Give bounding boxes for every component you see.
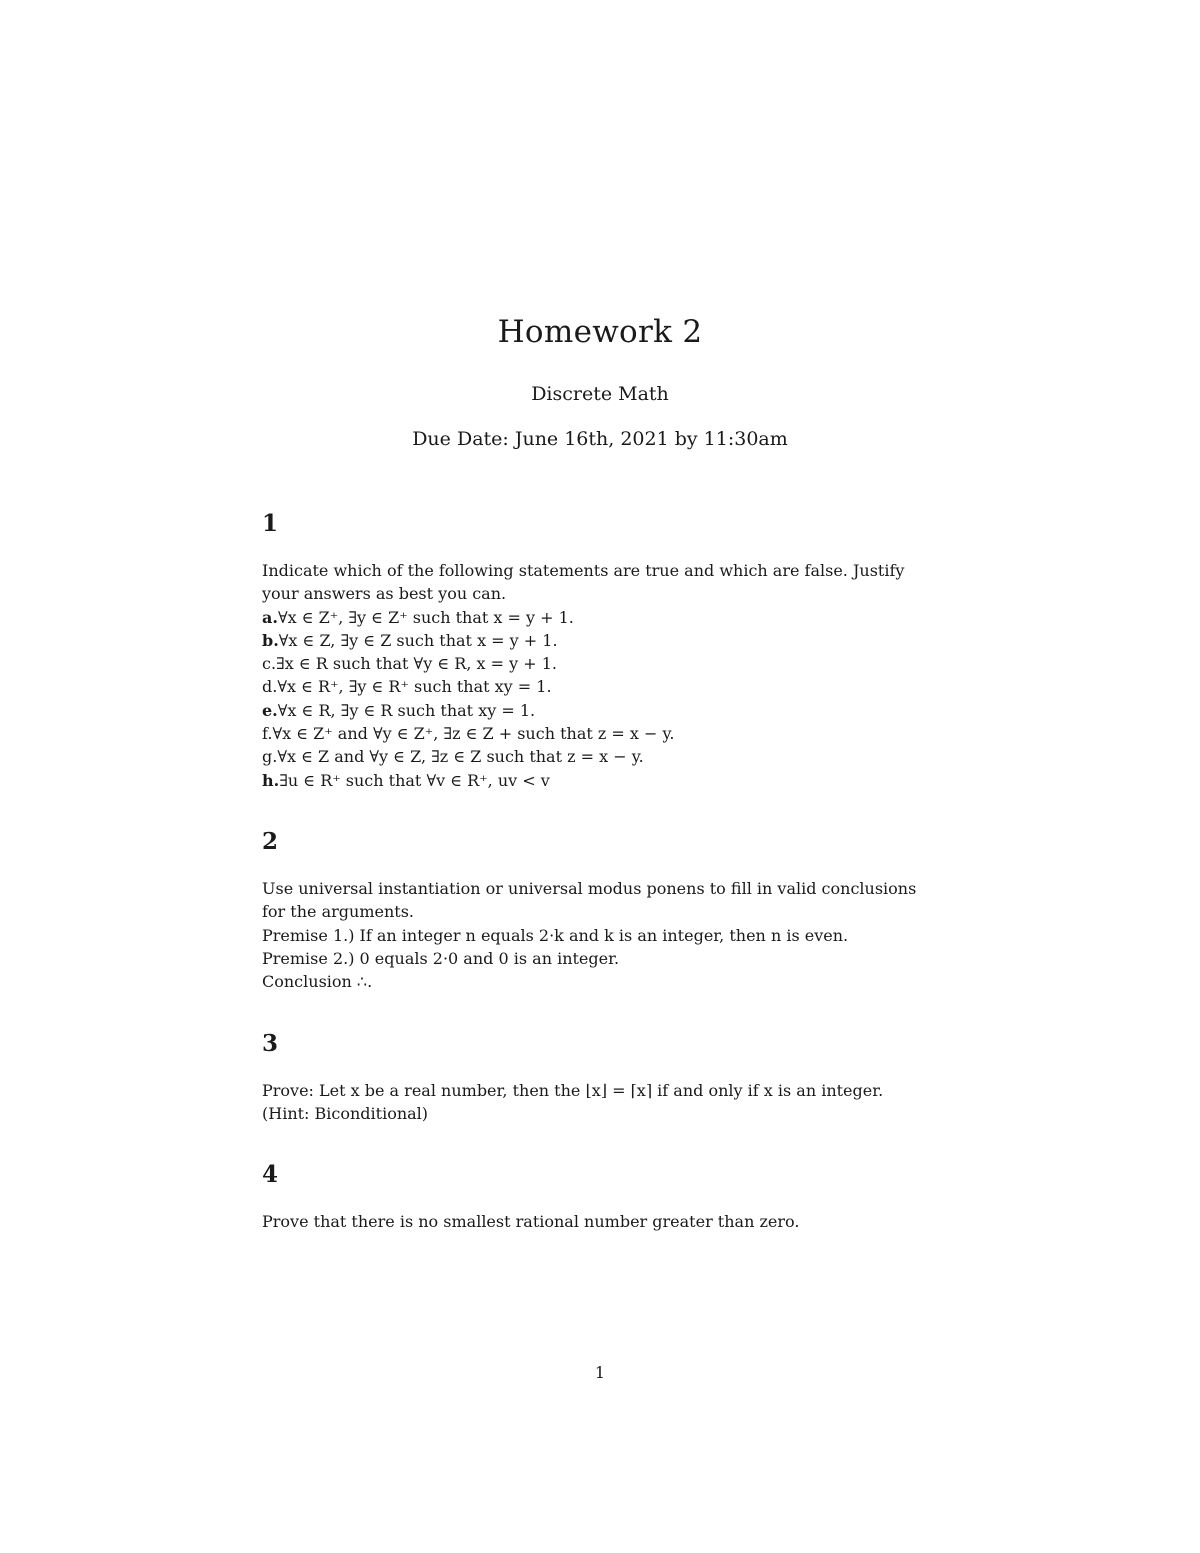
statement-label: c. <box>262 654 277 674</box>
premise-2: Premise 2.) 0 equals 2·0 and 0 is an integer. <box>262 948 620 968</box>
statement-h <box>262 769 962 792</box>
statement-label: d. <box>262 677 278 697</box>
section-1-body <box>262 559 962 792</box>
statement-label: e. <box>262 700 278 720</box>
section-1-intro-line-1: Indicate which of the following statements are true and which are false. Justify <box>262 561 905 580</box>
section-4-line-1: Prove that there is no smallest rational number greater than zero. <box>262 1212 800 1231</box>
statement-text: ∀x ∈ Z⁺ and ∀y ∈ Z⁺, ∃z ∈ Z + such that z = x − y. <box>272 724 675 744</box>
statement-d <box>262 675 962 698</box>
section-3-hint: (Hint: Biconditional) <box>262 1104 429 1124</box>
statement-label: h. <box>262 770 280 790</box>
statement-label: f. <box>262 724 273 744</box>
premise-1: Premise 1.) If an integer n equals 2·k and k is an integer, then n is even. <box>262 925 849 945</box>
section-2-body <box>262 877 962 993</box>
section-1-number: 1 <box>262 510 279 537</box>
statement-text: ∀x ∈ R, ∃y ∈ R such that xy = 1. <box>277 700 536 720</box>
statement-e <box>262 699 962 722</box>
statement-b <box>262 629 962 652</box>
document-title: Homework 2 <box>497 314 703 350</box>
statement-c <box>262 652 962 675</box>
section-4-number: 4 <box>262 1161 279 1188</box>
statement-f <box>262 722 962 745</box>
section-4-body <box>262 1210 962 1233</box>
section-3-line-1: Prove: Let x be a real number, then the ⌊x⌋ = ⌈x⌉ if and only if x is an integer. <box>262 1081 884 1100</box>
statement-a <box>262 606 962 629</box>
section-3-number: 3 <box>262 1030 279 1057</box>
statement-text: ∀x ∈ Z, ∃y ∈ Z such that x = y + 1. <box>278 630 558 650</box>
statement-label: a. <box>262 607 278 627</box>
statement-text: ∀x ∈ Z⁺, ∃y ∈ Z⁺ such that x = y + 1. <box>277 607 574 627</box>
section-3-body <box>262 1079 962 1126</box>
statement-text: ∃u ∈ R⁺ such that ∀v ∈ R⁺, uv < v <box>279 770 550 790</box>
page-number: 1 <box>594 1363 606 1382</box>
statement-label: g. <box>262 747 278 767</box>
statement-label: b. <box>262 630 279 650</box>
due-date: Due Date: June 16th, 2021 by 11:30am <box>412 428 788 450</box>
statement-g <box>262 745 962 768</box>
statement-text: ∀x ∈ R⁺, ∃y ∈ R⁺ such that xy = 1. <box>277 677 552 697</box>
statement-text: ∀x ∈ Z and ∀y ∈ Z, ∃z ∈ Z such that z = x − y. <box>277 747 644 767</box>
statement-text: ∃x ∈ R such that ∀y ∈ R, x = y + 1. <box>276 654 557 674</box>
section-2-intro-line-2: for the arguments. <box>262 902 414 922</box>
document-subtitle: Discrete Math <box>531 383 669 405</box>
section-2-number: 2 <box>262 828 279 855</box>
section-1-intro-line-2: your answers as best you can. <box>262 584 507 604</box>
conclusion: Conclusion ∴. <box>262 972 373 992</box>
section-2-intro-line-1: Use universal instantiation or universal modus ponens to fill in valid conclusions <box>262 879 917 898</box>
